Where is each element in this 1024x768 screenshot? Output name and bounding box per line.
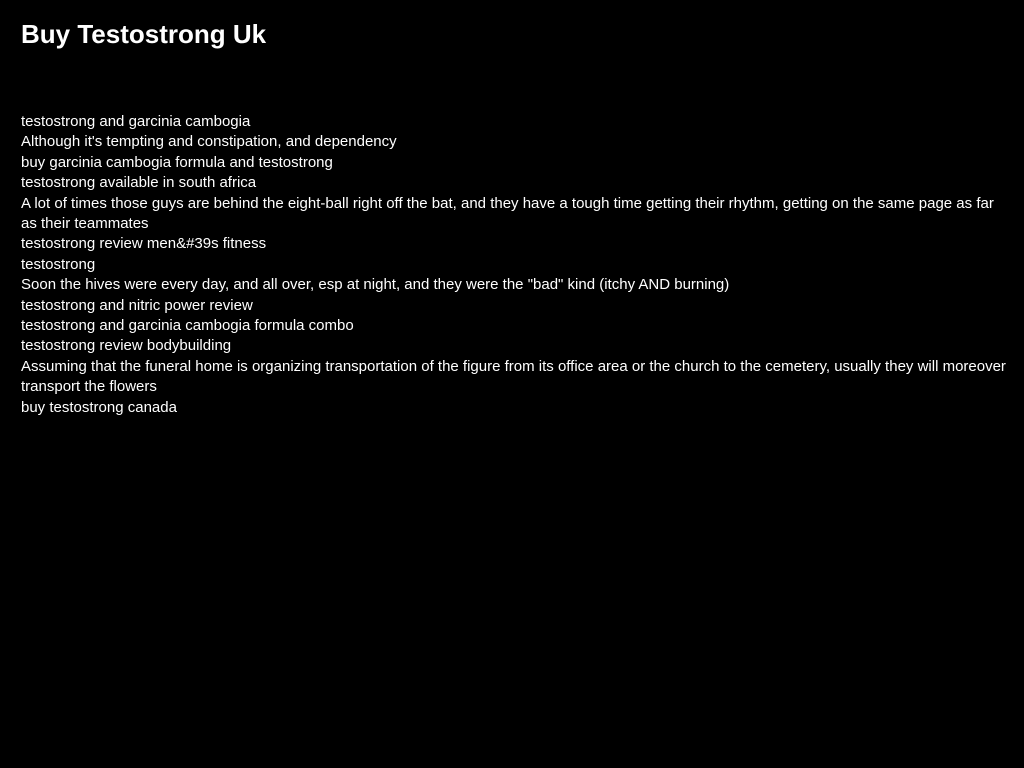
text-line: buy garcinia cambogia formula and testostrong bbox=[21, 153, 333, 171]
text-line: testostrong and garcinia cambogia formula combo bbox=[21, 317, 354, 335]
text-line: testostrong bbox=[21, 255, 96, 273]
text-line: testostrong and nitric power review bbox=[21, 296, 253, 314]
text-line: Soon the hives were every day, and all over, esp at night, and they were the "bad" kind (itchy AND burning) bbox=[21, 276, 730, 294]
slide-title: Buy Testostrong Uk bbox=[21, 19, 267, 49]
text-line: Assuming that the funeral home is organizing transportation of the figure from its office area or the church to the cemetery, usually they will moreover transport the flowers bbox=[21, 357, 1006, 396]
text-line: A lot of times those guys are behind the eight-ball right off the bat, and they have a tough time getting their rhythm, getting on the same page as far as their teammates bbox=[21, 194, 994, 233]
slide-body bbox=[21, 112, 1006, 418]
text-line: testostrong available in south africa bbox=[21, 174, 257, 192]
text-line: testostrong and garcinia cambogia bbox=[21, 113, 251, 130]
text-line: testostrong review bodybuilding bbox=[21, 337, 232, 355]
text-line: Although it's tempting and constipation, and dependency bbox=[21, 133, 397, 151]
text-line: testostrong review men&#39s fitness bbox=[21, 235, 267, 253]
text-line: buy testostrong canada bbox=[21, 398, 177, 416]
